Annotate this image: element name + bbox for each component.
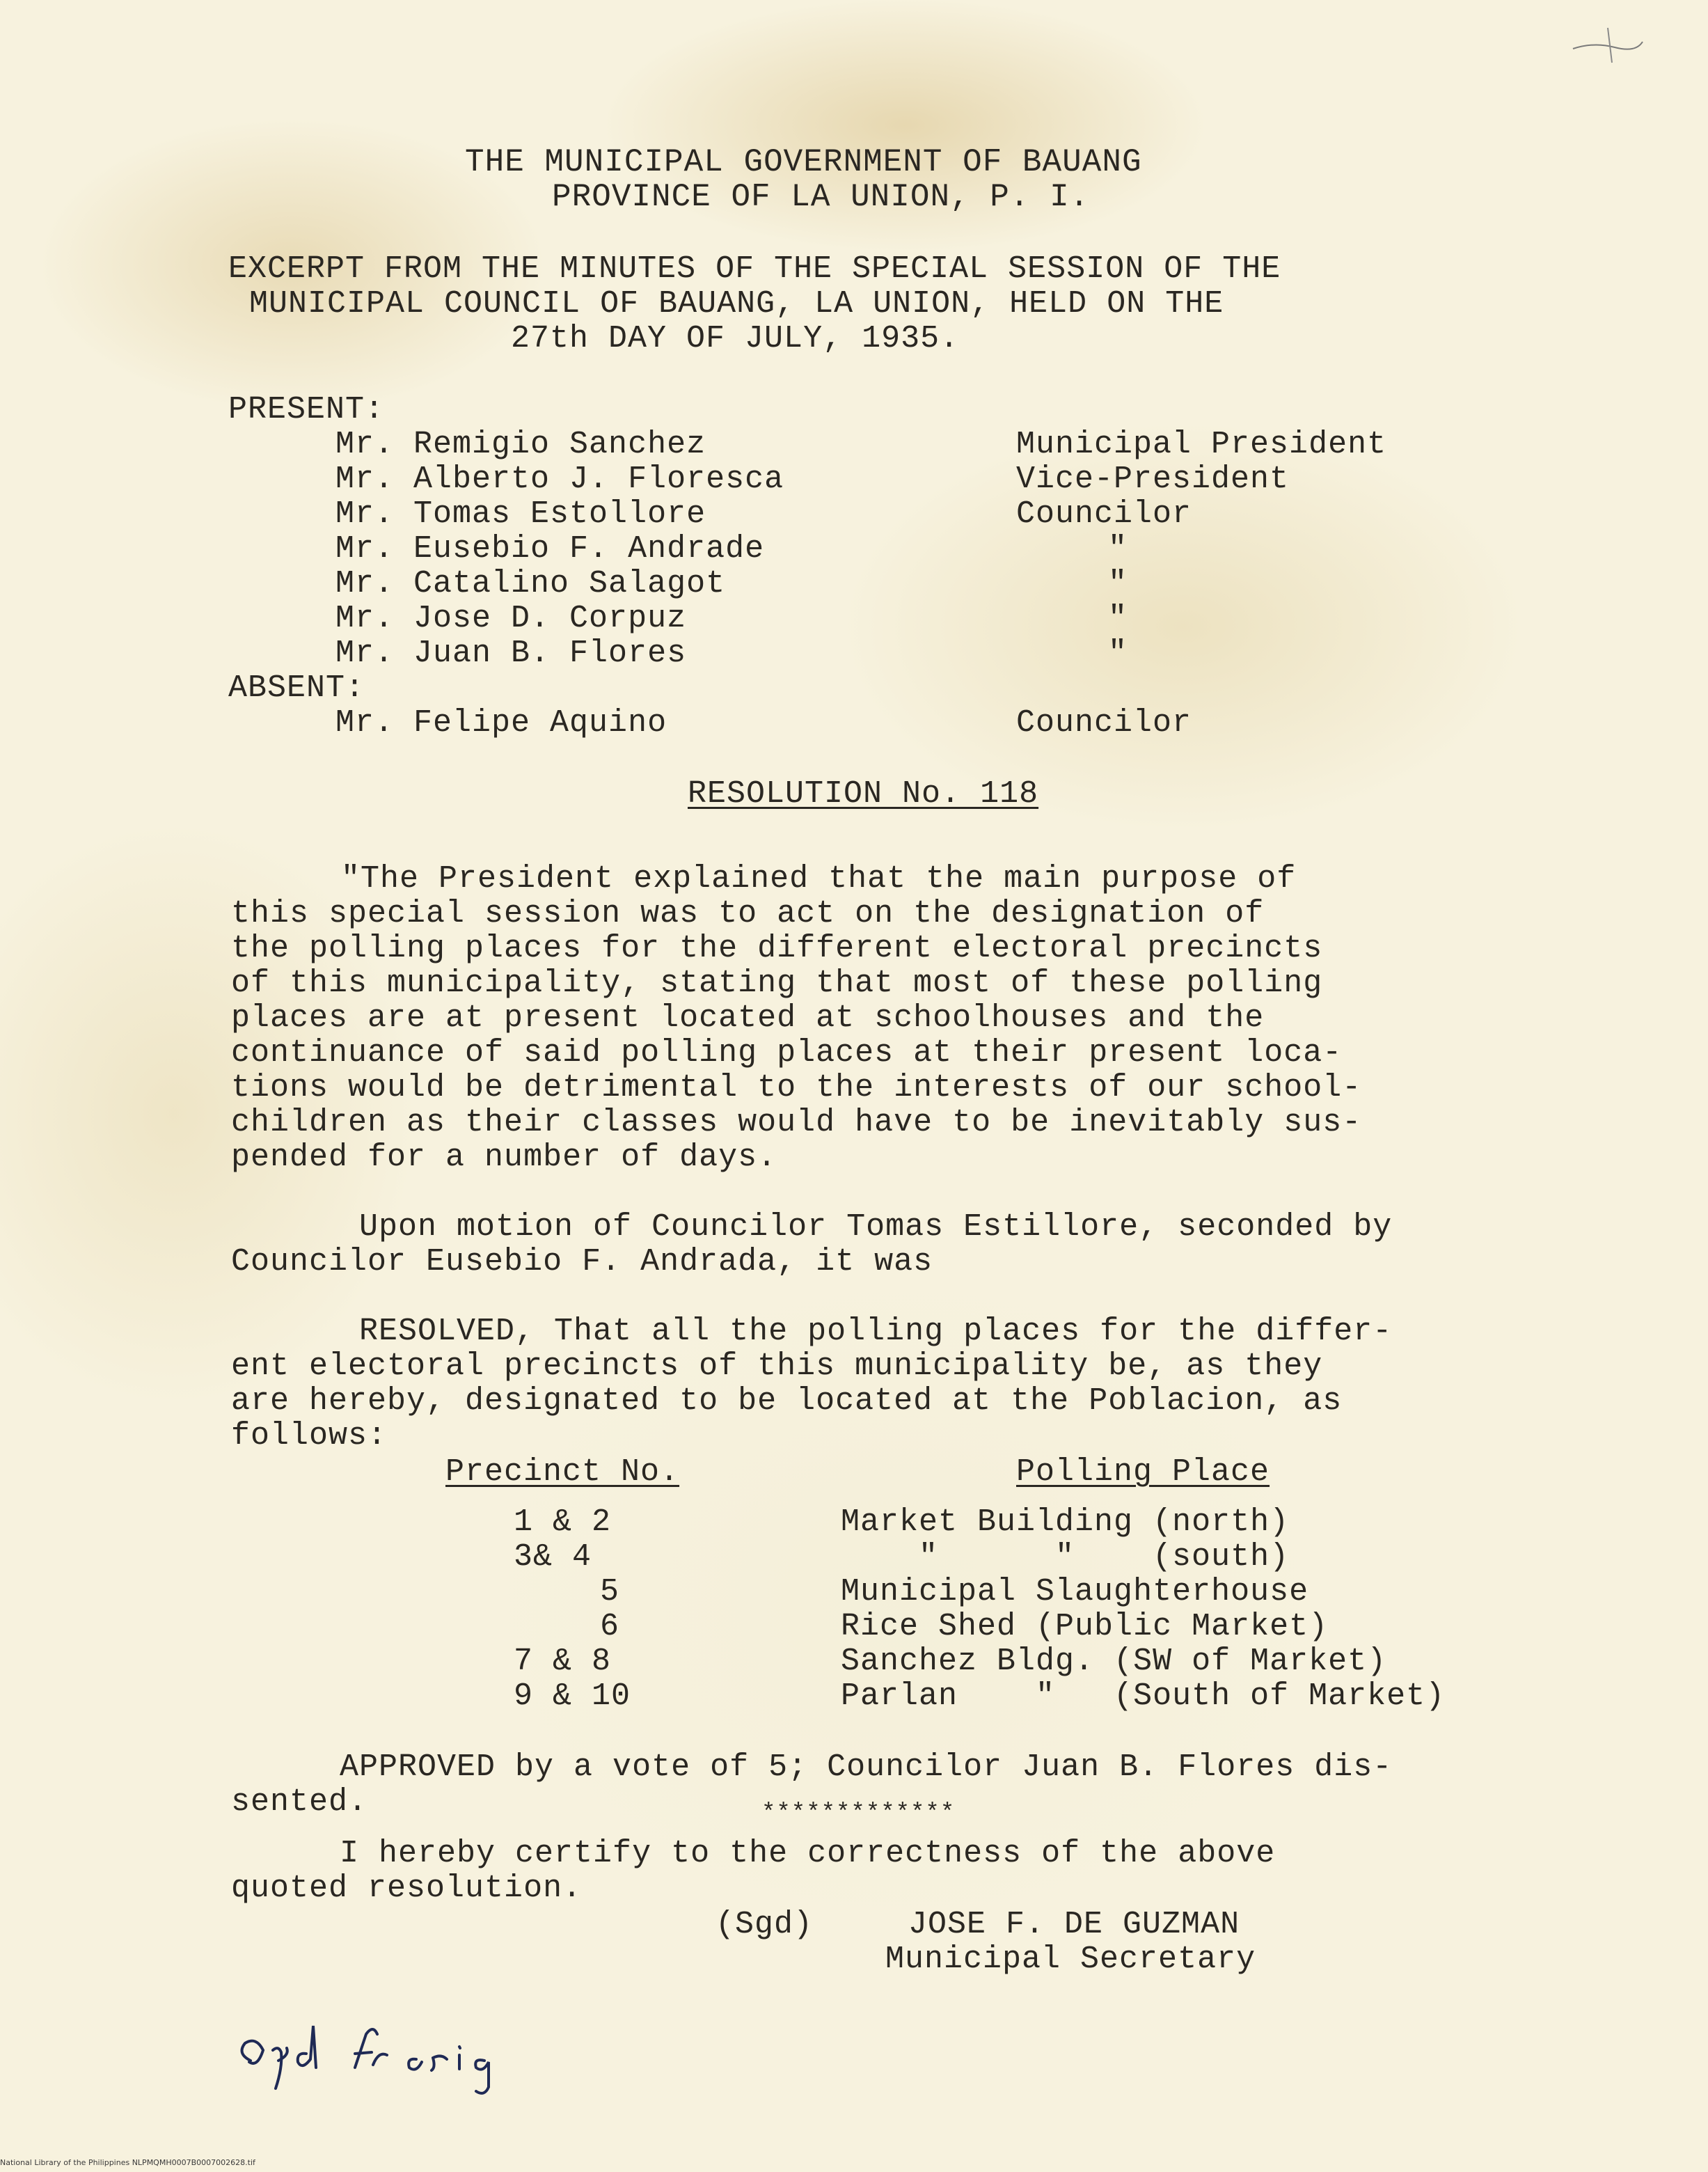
- signature-name: JOSE F. DE GUZMAN: [908, 1907, 1240, 1942]
- present-position-5: ": [1108, 566, 1128, 601]
- precinct-row-3: 5: [600, 1574, 620, 1610]
- paragraph1-line-7: tions would be detrimental to the interests of our school-: [231, 1070, 1362, 1105]
- paragraph1-line-1: "The President explained that the main purpose of: [341, 861, 1297, 897]
- paragraph1-line-6: continuance of said polling places at their present loca-: [231, 1035, 1343, 1071]
- place-row-1: Market Building (north): [841, 1504, 1290, 1540]
- precinct-row-5: 7 & 8: [514, 1644, 612, 1679]
- present-position-4: ": [1108, 531, 1128, 567]
- present-position-6: ": [1108, 601, 1128, 636]
- present-position-1: Municipal President: [1016, 427, 1387, 462]
- excerpt-line-1: EXCERPT FROM THE MINUTES OF THE SPECIAL SESSION OF THE: [228, 251, 1281, 287]
- paragraph1-line-8: children as their classes would have to be inevitably sus-: [231, 1105, 1362, 1140]
- present-name-5: Mr. Catalino Salagot: [335, 566, 726, 601]
- paragraph1-line-2: this special session was to act on the designation of: [231, 896, 1265, 931]
- excerpt-line-2: MUNICIPAL COUNCIL OF BAUANG, LA UNION, HELD ON THE: [249, 286, 1224, 322]
- approval-line-2: sented.: [231, 1784, 368, 1820]
- precinct-row-2: 3& 4: [514, 1539, 592, 1575]
- header-line-2: PROVINCE OF LA UNION, P. I.: [552, 179, 1090, 215]
- paragraph1-line-5: places are at present located at schoolhouses and the: [231, 1000, 1265, 1036]
- present-name-2: Mr. Alberto J. Floresca: [335, 462, 784, 497]
- absent-name-1: Mr. Felipe Aquino: [335, 705, 667, 741]
- precinct-row-6: 9 & 10: [514, 1678, 631, 1714]
- paragraph2-line-2: Councilor Eusebio F. Andrada, it was: [231, 1244, 933, 1280]
- paragraph3-line-3: are hereby, designated to be located at the Poblacion, as: [231, 1383, 1343, 1419]
- paragraph1-line-9: pended for a number of days.: [231, 1140, 777, 1175]
- certification-line-1: I hereby certify to the correctness of the above: [340, 1836, 1276, 1871]
- precinct-header: Precinct No.: [445, 1454, 680, 1490]
- present-name-6: Mr. Jose D. Corpuz: [335, 601, 687, 636]
- precinct-row-1: 1 & 2: [514, 1504, 612, 1540]
- polling-place-header: Polling Place: [1016, 1454, 1270, 1490]
- certification-line-2: quoted resolution.: [231, 1871, 583, 1906]
- present-position-3: Councilor: [1016, 496, 1192, 532]
- excerpt-line-3: 27th DAY OF JULY, 1935.: [511, 321, 960, 356]
- paragraph3-line-1: RESOLVED, That all the polling places for the differ-: [359, 1314, 1393, 1349]
- separator-asterisks: *************: [761, 1800, 956, 1827]
- signature-sgd: (Sgd): [715, 1907, 814, 1942]
- place-row-5: Sanchez Bldg. (SW of Market): [841, 1644, 1387, 1679]
- present-position-7: ": [1108, 636, 1128, 671]
- archive-footer: National Library of the Philippines NLPMQMH0007B0007002628.tif: [0, 2158, 255, 2167]
- paragraph2-line-1: Upon motion of Councilor Tomas Estillore, seconded by: [359, 1209, 1393, 1245]
- paragraph1-line-4: of this municipality, stating that most of these polling: [231, 966, 1323, 1001]
- corner-mark: [1566, 21, 1650, 70]
- present-name-4: Mr. Eusebio F. Andrade: [335, 531, 765, 567]
- paragraph1-line-3: the polling places for the different electoral precincts: [231, 931, 1323, 966]
- place-row-3: Municipal Slaughterhouse: [841, 1574, 1309, 1610]
- approval-line-1: APPROVED by a vote of 5; Councilor Juan B. Flores dis-: [340, 1749, 1393, 1785]
- handwritten-note: [230, 2019, 564, 2102]
- signature-title: Municipal Secretary: [885, 1942, 1256, 1977]
- absent-position-1: Councilor: [1016, 705, 1192, 741]
- header-line-1: THE MUNICIPAL GOVERNMENT OF BAUANG: [465, 144, 1142, 180]
- absent-label: ABSENT:: [228, 670, 365, 706]
- paragraph3-line-4: follows:: [231, 1418, 388, 1454]
- present-name-1: Mr. Remigio Sanchez: [335, 427, 706, 462]
- resolution-title: RESOLUTION No. 118: [688, 776, 1039, 812]
- precinct-row-4: 6: [600, 1609, 620, 1644]
- present-label: PRESENT:: [228, 392, 385, 427]
- place-row-6: Parlan " (South of Market): [841, 1678, 1446, 1714]
- present-name-3: Mr. Tomas Estollore: [335, 496, 706, 532]
- place-row-2: " " (south): [919, 1539, 1290, 1575]
- place-row-4: Rice Shed (Public Market): [841, 1609, 1329, 1644]
- present-name-7: Mr. Juan B. Flores: [335, 636, 687, 671]
- paragraph3-line-2: ent electoral precincts of this municipality be, as they: [231, 1348, 1323, 1384]
- present-position-2: Vice-President: [1016, 462, 1290, 497]
